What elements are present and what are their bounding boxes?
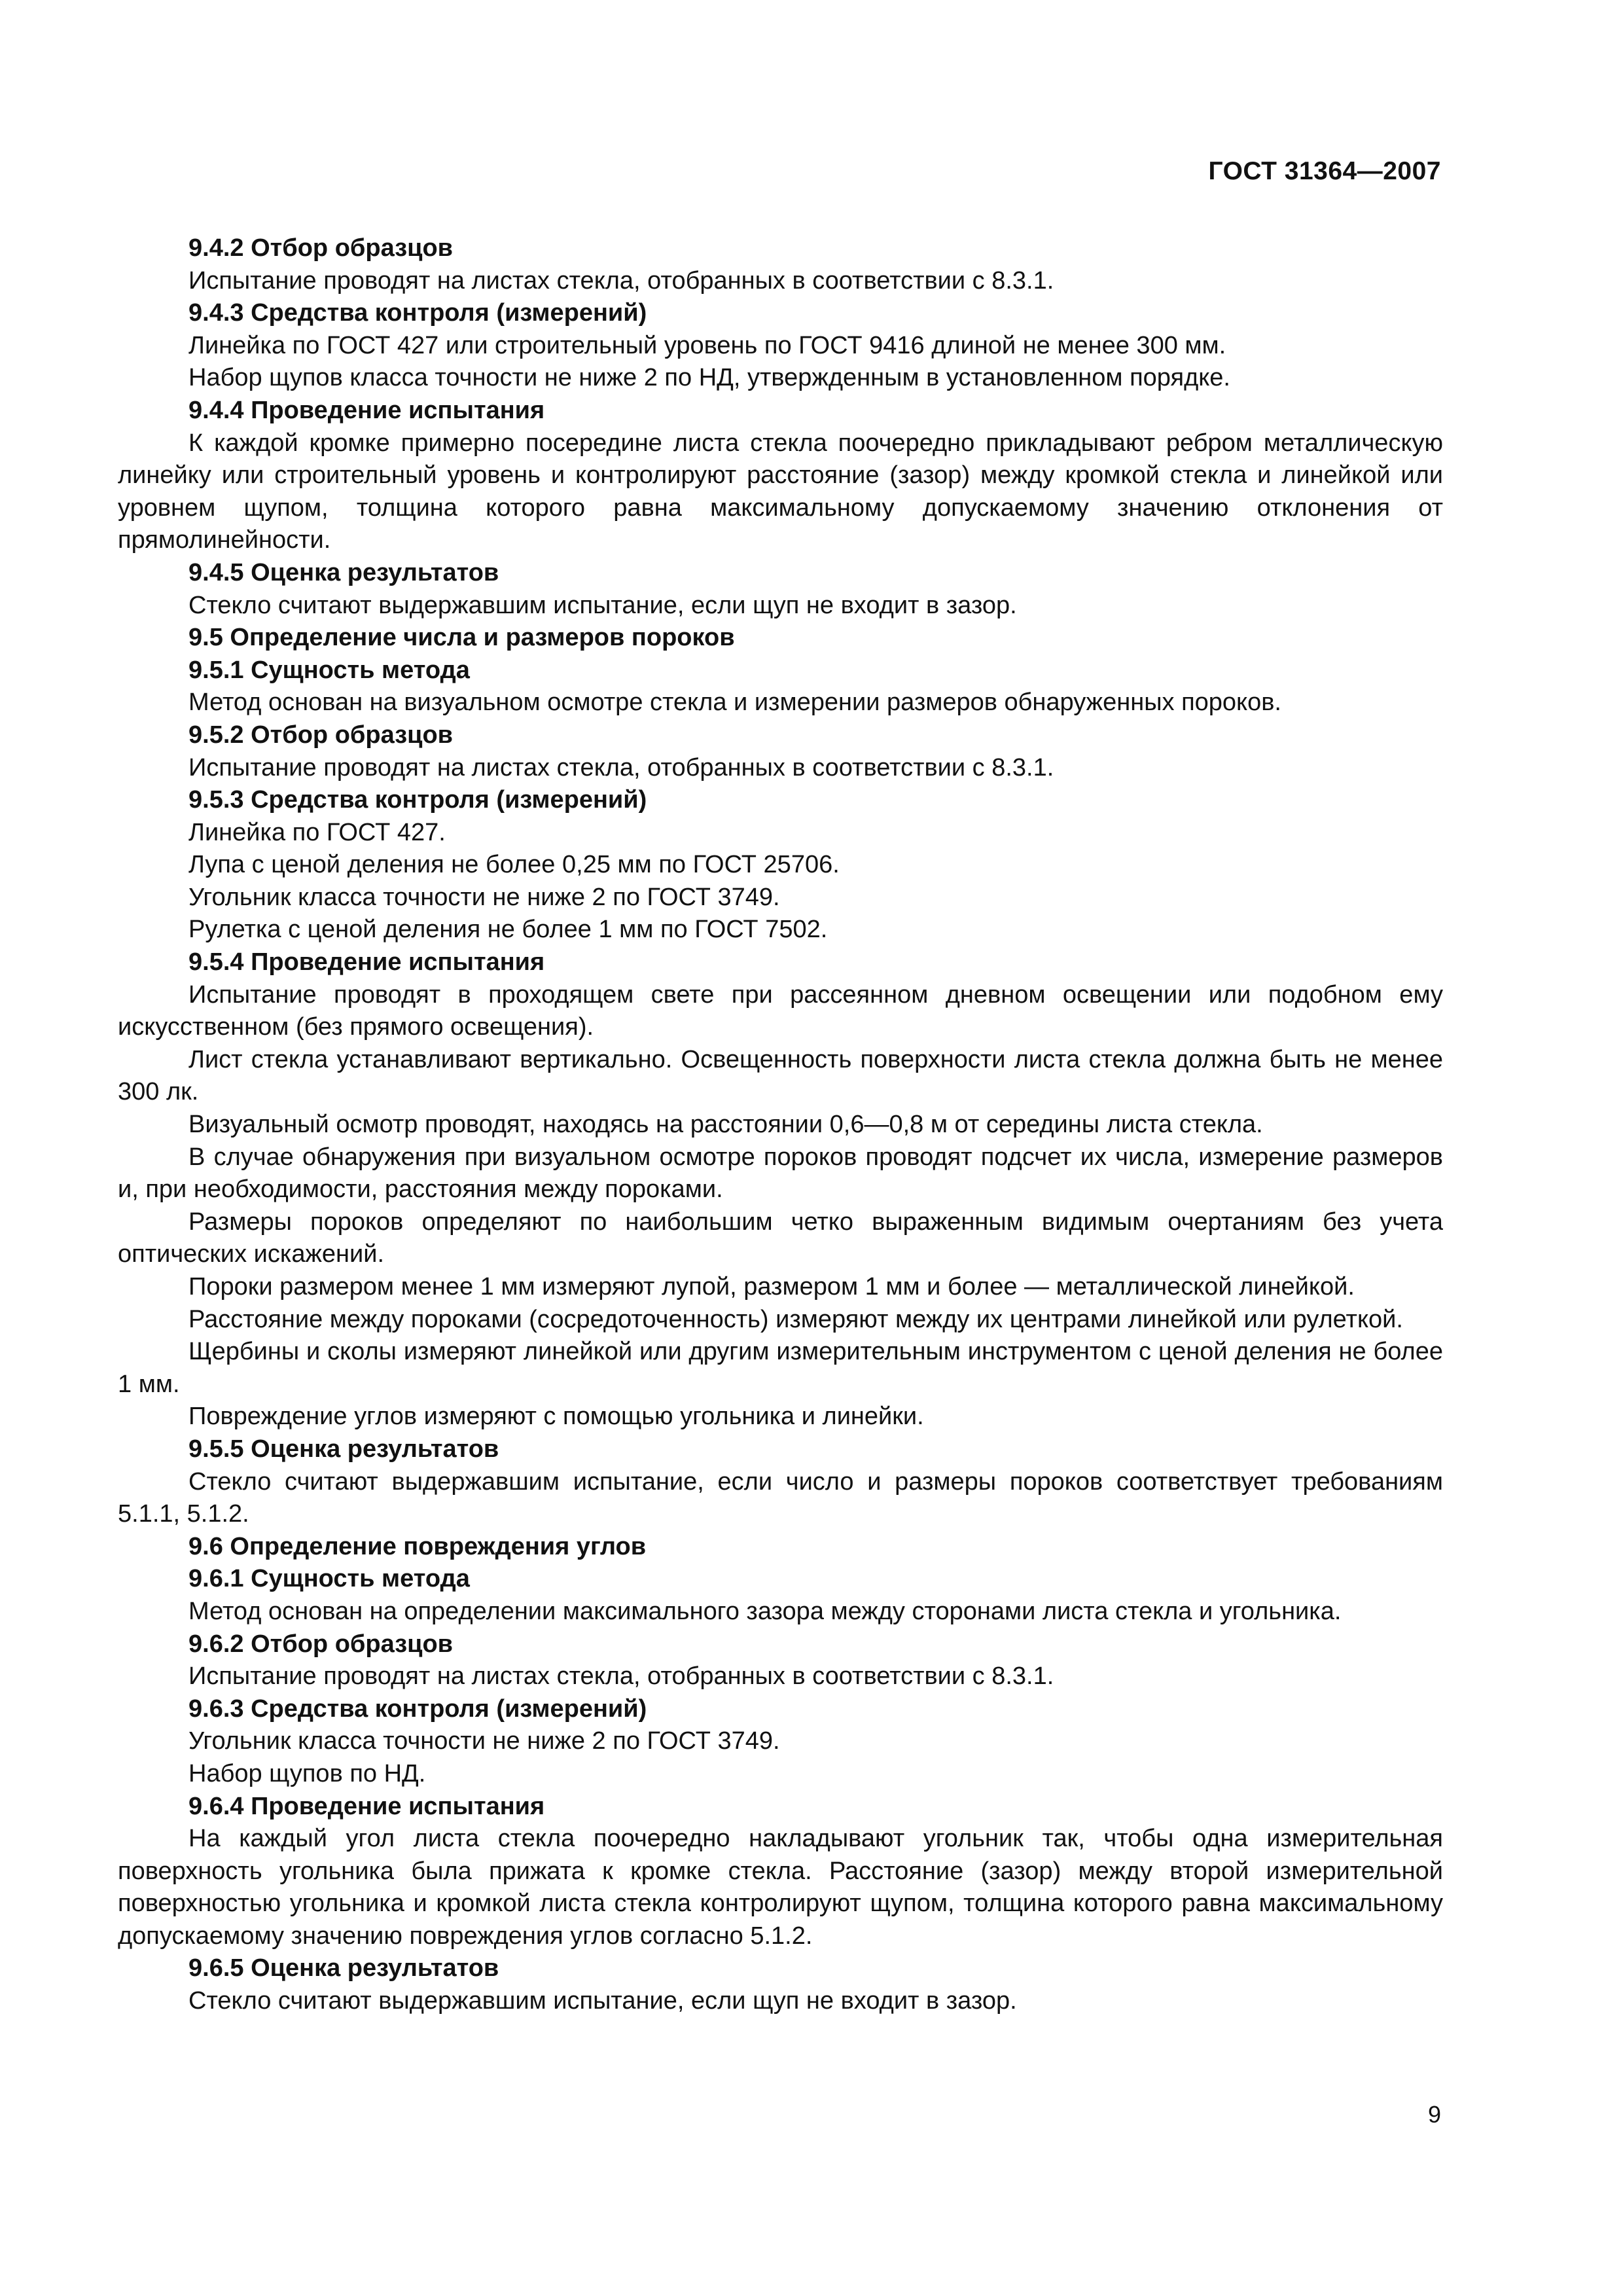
paragraph: Испытание проводят на листах стекла, отобранных в соответствии с 8.3.1.	[188, 1662, 1054, 1691]
section-heading: 9.6.5 Оценка результатов	[188, 1954, 499, 1982]
paragraph: Повреждение углов измеряют с помощью угольника и линейки.	[188, 1403, 924, 1431]
section-heading: 9.5.4 Проведение испытания	[188, 948, 545, 977]
paragraph: Рулетка с ценой деления не более 1 мм по ГОСТ 7502.	[188, 916, 828, 944]
section-heading: 9.4.3 Средства контроля (измерений)	[188, 299, 647, 327]
section-heading: 9.5.2 Отбор образцов	[188, 721, 454, 749]
paragraph: Лупа с ценой деления не более 0,25 мм по ГОСТ 25706.	[188, 851, 840, 879]
paragraph: Размеры пороков определяют по наибольшим четко выраженным видимым очертаниям без учета оптических искажений.	[118, 1208, 1443, 1268]
paragraph: Пороки размером менее 1 мм измеряют лупой, размером 1 мм и более — металлической линейкой.	[188, 1273, 1355, 1300]
paragraph: Стекло считают выдержавшим испытание, если число и размеры пороков соответствует требованиям 5.1.1, 5.1.2.	[118, 1467, 1443, 1528]
section-heading: 9.6.1 Сущность метода	[188, 1565, 470, 1593]
paragraph: Расстояние между пороками (сосредоточенность) измеряют между их центрами линейкой или рулеткой.	[188, 1305, 1403, 1333]
paragraph: На каждый угол листа стекла поочередно накладывают угольник так, чтобы одна измерительная поверхность угольника была прижата к кромке стекла. Расстояние (зазор) между второй измерительной поверхностью угольника и кромкой листа стекла контролируют щупом, толщина которого равна максимальному допускаемому значению повреждения углов согласно 5.1.2.	[118, 1825, 1443, 1950]
paragraph: Набор щупов по НД.	[188, 1759, 426, 1787]
section-heading: 9.6.4 Проведение испытания	[188, 1792, 545, 1820]
document-header: ГОСТ 31364—2007	[1208, 157, 1441, 185]
section-heading: 9.5.3 Средства контроля (измерений)	[188, 786, 647, 814]
section-heading: 9.4.5 Оценка результатов	[188, 558, 499, 586]
paragraph: Метод основан на определении максимального зазора между сторонами листа стекла и угольника.	[188, 1597, 1342, 1625]
paragraph: Испытание проводят в проходящем свете при рассеянном дневном освещении или подобном ему искусственном (без прямого освещения).	[118, 980, 1443, 1041]
section-heading: 9.4.4 Проведение испытания	[188, 396, 545, 424]
paragraph: Угольник класса точности не ниже 2 по ГОСТ 3749.	[188, 883, 780, 911]
section-heading: 9.4.2 Отбор образцов	[188, 234, 454, 262]
section-heading: 9.6.2 Отбор образцов	[188, 1630, 454, 1658]
paragraph: Испытание проводят на листах стекла, отобранных в соответствии с 8.3.1.	[188, 266, 1054, 295]
section-heading: 9.6.3 Средства контроля (измерений)	[188, 1695, 647, 1723]
page-number: 9	[1427, 2101, 1441, 2128]
paragraph: Щербины и сколы измеряют линейкой или другим измерительным инструментом с ценой деления не более 1 мм.	[118, 1338, 1443, 1398]
document-body	[118, 232, 1443, 2018]
paragraph: К каждой кромке примерно посередине листа стекла поочередно прикладывают ребром металлическую линейку или строительный уровень и контролируют расстояние (зазор) между кромкой стекла и линейкой или уровнем щупом, толщина которого равна максимальному допускаемому значению отклонения от прямолинейности.	[118, 429, 1443, 554]
section-heading: 9.5.5 Оценка результатов	[188, 1435, 499, 1463]
paragraph: Стекло считают выдержавшим испытание, если щуп не входит в зазор.	[188, 591, 1017, 619]
paragraph: Лист стекла устанавливают вертикально. Освещенность поверхности листа стекла должна быть не менее 300 лк.	[118, 1045, 1443, 1106]
section-heading: 9.5 Определение числа и размеров пороков	[188, 624, 735, 652]
paragraph: Линейка по ГОСТ 427.	[188, 818, 446, 846]
section-heading: 9.6 Определение повреждения углов	[188, 1532, 647, 1560]
paragraph: Визуальный осмотр проводят, находясь на расстоянии 0,6—0,8 м от середины листа стекла.	[188, 1111, 1263, 1139]
paragraph: Стекло считают выдержавшим испытание, если щуп не входит в зазор.	[188, 1987, 1017, 2015]
paragraph: Линейка по ГОСТ 427 или строительный уровень по ГОСТ 9416 длиной не менее 300 мм.	[188, 331, 1226, 359]
section-heading: 9.5.1 Сущность метода	[188, 656, 470, 684]
paragraph: В случае обнаружения при визуальном осмотре пороков проводят подсчет их числа, измерение размеров и, при необходимости, расстояния между пороками.	[118, 1143, 1443, 1204]
paragraph: Угольник класса точности не ниже 2 по ГОСТ 3749.	[188, 1727, 780, 1755]
paragraph: Метод основан на визуальном осмотре стекла и измерении размеров обнаруженных пороков.	[188, 689, 1281, 717]
paragraph: Испытание проводят на листах стекла, отобранных в соответствии с 8.3.1.	[188, 753, 1054, 781]
paragraph: Набор щупов класса точности не ниже 2 по НД, утвержденным в установленном порядке.	[188, 364, 1230, 392]
